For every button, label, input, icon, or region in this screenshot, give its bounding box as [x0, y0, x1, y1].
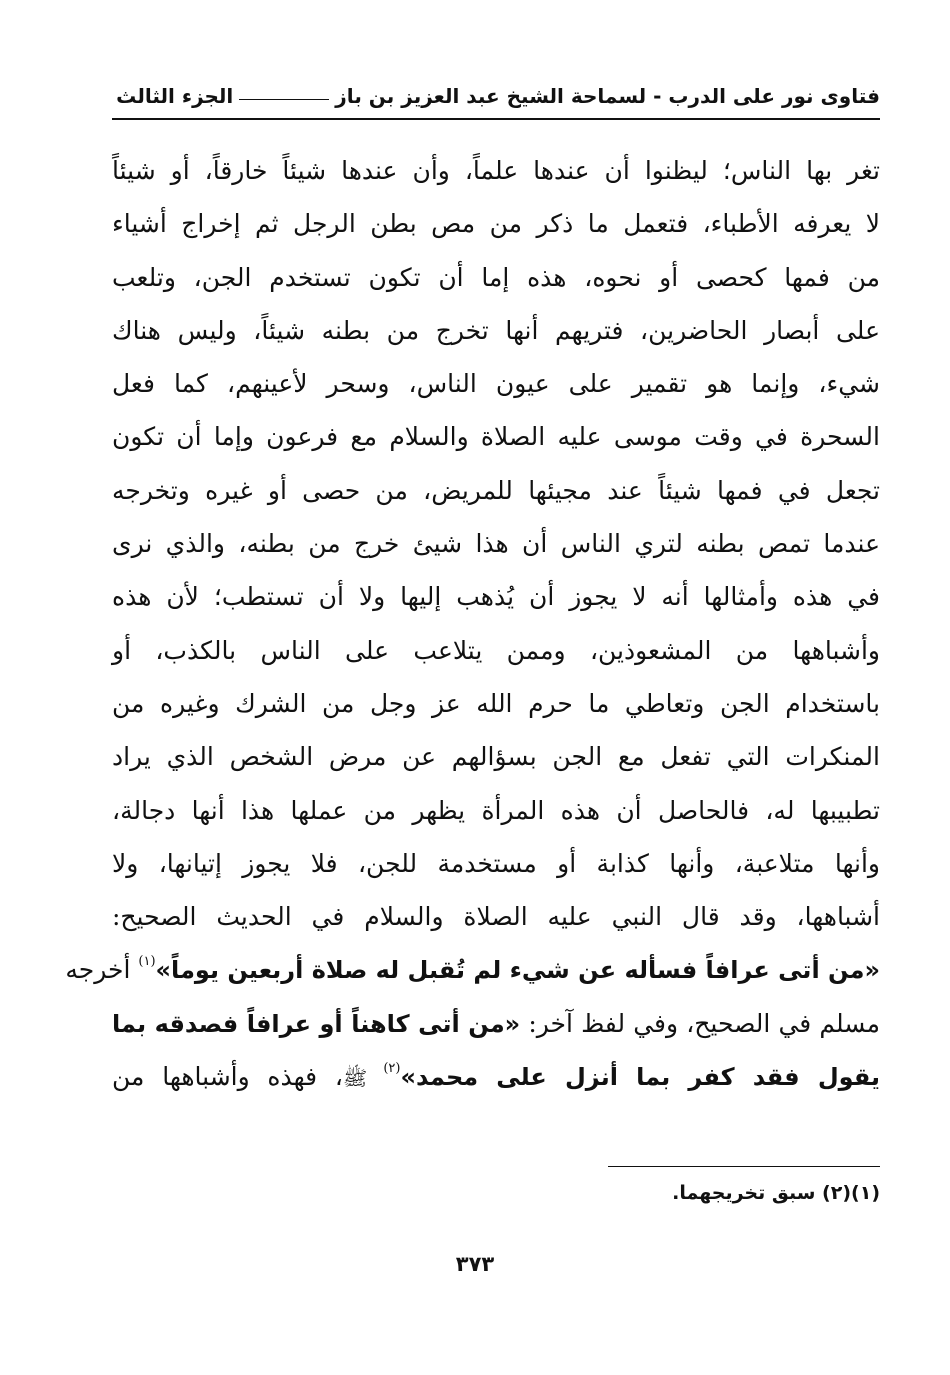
text-line-13: تطبيبها له، فالحاصل أن هذه المرأة يظهر من عملها هذا أنها دجالة،	[112, 795, 880, 825]
text-line-4: على أبصار الحاضرين، فتريهم أنها تخرج من بطنه شيئاً، وليس هناك	[112, 315, 880, 345]
text-line-15: أشباهها، وقد قال النبي عليه الصلاة والسلام في الحديث الصحيح:	[112, 902, 880, 932]
text-line-17	[112, 997, 880, 1050]
text-line-7: تجعل في فمها شيئاً عند مجيئها للمريض، من حصى أو غيره وتخرجه	[112, 475, 880, 505]
hadith-quote-1: «من أتى عرافاً فسأله عن شيء لم تُقبل له صلاة أربعين يوماً»	[155, 956, 880, 985]
running-header	[112, 78, 880, 114]
text-line-9: في هذه وأمثالها أنه لا يجوز أن يُذهب إليها ولا أن تستطب؛ لأن هذه	[112, 582, 880, 612]
text-line-18	[112, 1050, 880, 1103]
text-line-12: المنكرات التي تفعل مع الجن بسؤالهم عن مرض الشخص الذي يراد	[112, 742, 880, 772]
text-line-6: السحرة في وقت موسى عليه الصلاة والسلام مع فرعون وإما أن تكون	[112, 422, 880, 452]
main-text	[65, 144, 880, 1103]
text-line-2: لا يعرفه الأطباء، فتعمل ما ذكر من مص بطن الرجل ثم إخراج أشياء	[112, 209, 880, 239]
honorific-glyph: ﷺ	[342, 1066, 384, 1091]
text-line-16	[65, 943, 880, 996]
text-fragment: أخرجه	[65, 955, 139, 985]
header-rule	[112, 118, 880, 120]
text-line-10: وأشباهها من المشعوذين، وممن يتلاعب على الناس بالكذب، أو	[112, 635, 880, 665]
text-fragment: ، فهذه وأشباهها من	[112, 1062, 343, 1092]
page-number: ٣٧٣	[455, 1252, 495, 1276]
text-line-11: باستخدام الجن وتعاطي ما حرم الله عز وجل من الشرك وغيره من	[112, 688, 880, 718]
text-line-1: تغر بها الناس؛ ليظنوا أن عندها علماً، وأن عندها شيئاً خارقاً، أو شيئاً	[112, 156, 880, 185]
text-line-14: وأنها متلاعبة، وأنها كذابة أو مستخدمة للجن، فلا يجوز إتيانها، ولا	[112, 848, 880, 878]
header-book-title: فتاوى نور على الدرب - لسماحة الشيخ عبد العزيز بن باز	[335, 84, 880, 108]
footnote-marker-1: (١)	[138, 954, 156, 970]
text-fragment: مسلم في الصحيح، وفي لفظ آخر:	[520, 1008, 880, 1038]
footnote: (١)(٢) سبق تخريجهما.	[672, 1182, 880, 1204]
text-line-8: عندما تمص بطنه لتري الناس أن هذا شيئ خرج من بطنه، والذي نرى	[112, 529, 880, 559]
footnote-marker-2: (٢)	[383, 1060, 401, 1076]
text-line-5: شيء، وإنما هو تقمير على عيون الناس، وسحر لأعينهم، كما فعل	[112, 369, 880, 399]
header-volume-title: الجزء الثالث	[116, 84, 234, 108]
hadith-quote-2-end: يقول فقد كفر بما أنزل على محمد»	[400, 1063, 880, 1092]
header-dash-rule	[239, 99, 329, 100]
hadith-quote-2-start: «من أتى كاهناً أو عرافاً فصدقه بما	[112, 1009, 521, 1038]
text-line-3: من فمها كحصى أو نحوه، هذه إما أن تكون تستخدم الجن، وتلعب	[112, 262, 880, 292]
footnote-rule	[608, 1166, 880, 1167]
